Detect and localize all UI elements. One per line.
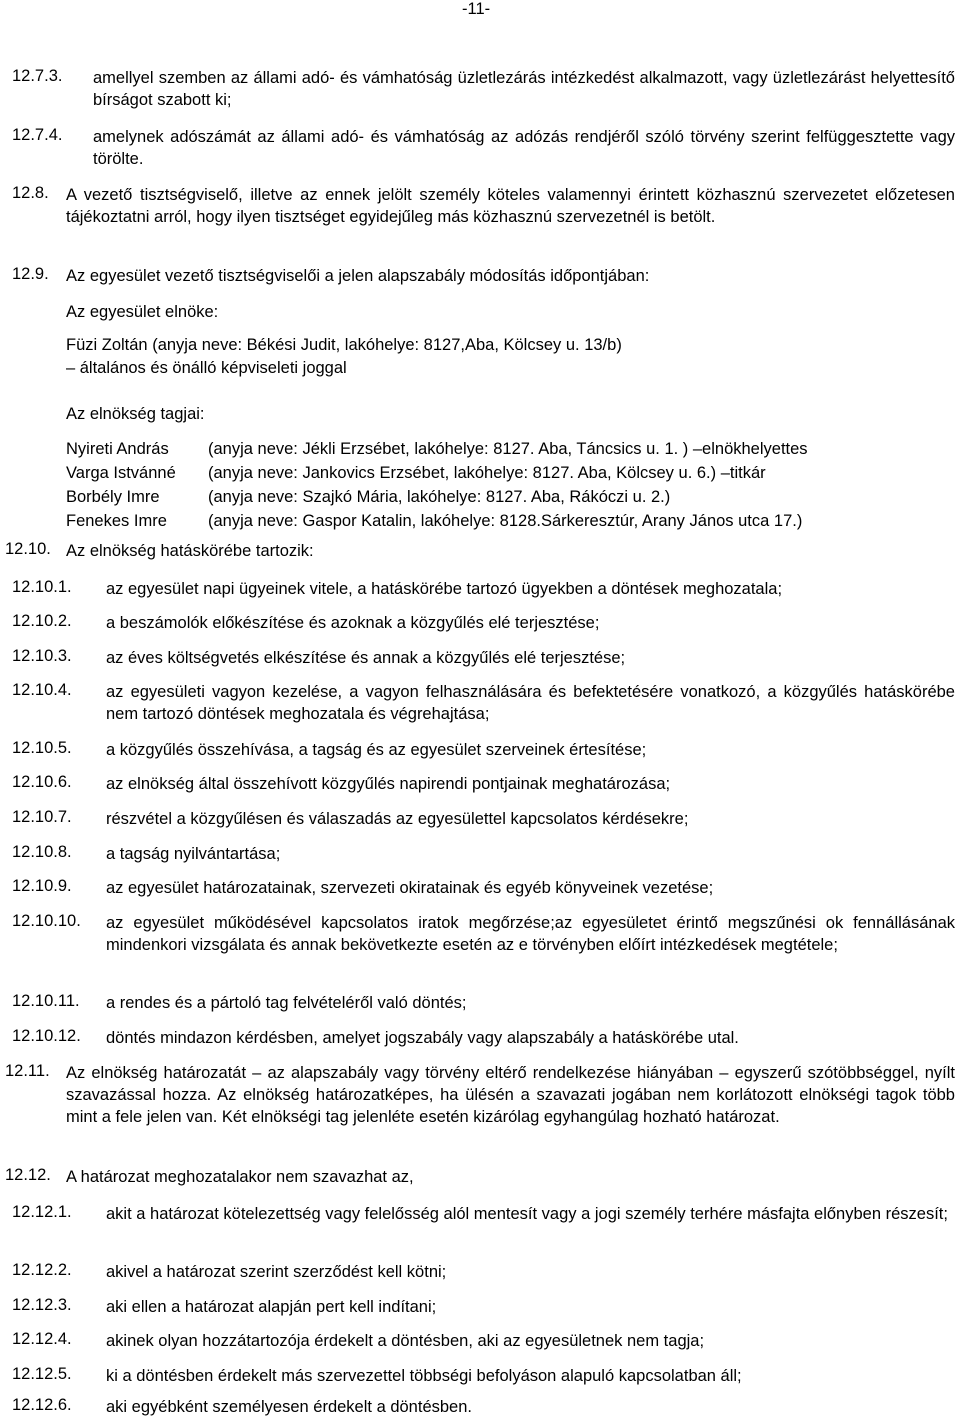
item-text: amelynek adószámát az állami adó- és vámhatóság az adózás rendjéről szóló törvény szerint felfüggesztette vagy törölte. bbox=[93, 128, 955, 168]
president-role: – általános és önálló képviseleti joggal bbox=[66, 359, 347, 377]
subitem-text: az egyesület határozatainak, szervezeti okiratainak és egyéb könyveinek vezetése; bbox=[106, 879, 714, 897]
subitem-number: 12.12.3. bbox=[12, 1296, 72, 1314]
subitem-number: 12.12.5. bbox=[12, 1365, 72, 1383]
subitem-number: 12.10.5. bbox=[12, 739, 72, 757]
subitem-text: a beszámolók előkészítése és azoknak a közgyűlés elé terjesztése; bbox=[106, 614, 600, 632]
item-text: Az egyesület vezető tisztségviselői a jelen alapszabály módosítás időpontjában: bbox=[66, 267, 650, 285]
subitem-number: 12.12.4. bbox=[12, 1330, 72, 1348]
president-line: Füzi Zoltán (anyja neve: Békési Judit, lakóhelye: 8127,Aba, Kölcsey u. 13/b) bbox=[66, 336, 622, 354]
item-number: 12.7.4. bbox=[12, 126, 63, 144]
subitem-text: aki egyébként személyesen érdekelt a döntésben. bbox=[106, 1398, 472, 1416]
member-name: Nyireti András bbox=[66, 440, 169, 458]
subitem-text: az egyesület működésével kapcsolatos iratok megőrzése;az egyesületet érintő megszűnési ok fennállásának mindenkori vizsgálata és annak bekövetkezte esetén az e törvényben előírt intézkedések megtétele; bbox=[106, 914, 955, 954]
subitem-text: a tagság nyilvántartása; bbox=[106, 845, 281, 863]
subitem-text: akit a határozat kötelezettség vagy felelősség alól mentesít vagy a jogi személy terhére másfajta előnyben részesít; bbox=[106, 1205, 948, 1223]
subitem-number: 12.10.12. bbox=[12, 1027, 81, 1045]
member-name: Varga Istvánné bbox=[66, 464, 176, 482]
board-heading: Az elnökség tagjai: bbox=[66, 405, 205, 423]
subitem-text: az egyesületi vagyon kezelése, a vagyon felhasználására és befektetésére vonatkozó, a közgyűlés hatáskörébe nem tartozó döntések meghozatala és végrehajtása; bbox=[106, 683, 955, 723]
subitem-text: ki a döntésben érdekelt más szervezettel többségi befolyáson alapuló kapcsolatban áll; bbox=[106, 1367, 742, 1385]
subitem-number: 12.10.8. bbox=[12, 843, 72, 861]
subitem-text: akivel a határozat szerint szerződést kell kötni; bbox=[106, 1263, 447, 1281]
subitem-text: aki ellen a határozat alapján pert kell indítani; bbox=[106, 1298, 437, 1316]
member-details: (anyja neve: Gaspor Katalin, lakóhelye: 8128.Sárkeresztúr, Arany János utca 17.) bbox=[208, 512, 803, 530]
subitem-number: 12.10.11. bbox=[12, 992, 80, 1010]
subitem-number: 12.10.1. bbox=[12, 578, 72, 596]
item-number: 12.9. bbox=[12, 265, 49, 283]
subitem-text: részvétel a közgyűlésen és válaszadás az egyesülettel kapcsolatos kérdésekre; bbox=[106, 810, 689, 828]
section-number: 12.12. bbox=[5, 1166, 51, 1184]
subitem-number: 12.10.6. bbox=[12, 773, 72, 791]
subitem-number: 12.10.3. bbox=[12, 647, 72, 665]
section-text: A határozat meghozatalakor nem szavazhat az, bbox=[66, 1168, 414, 1186]
member-name: Borbély Imre bbox=[66, 488, 160, 506]
board-member bbox=[66, 485, 670, 509]
member-details: (anyja neve: Jankovics Erzsébet, lakóhelye: 8127. Aba, Kölcsey u. 6.) –titkár bbox=[208, 464, 766, 482]
item-number: 12.8. bbox=[12, 184, 49, 202]
subitem-number: 12.12.1. bbox=[12, 1203, 72, 1221]
subitem-text: a közgyűlés összehívása, a tagság és az egyesület szerveinek értesítése; bbox=[106, 741, 647, 759]
item-text: amellyel szemben az állami adó- és vámhatóság üzletlezárás intézkedést alkalmazott, vagy üzletlezárást helyettesítő bírságot szabott ki; bbox=[93, 69, 955, 109]
subitem-text: akinek olyan hozzátartozója érdekelt a döntésben, aki az egyesületnek nem tagja; bbox=[106, 1332, 705, 1350]
subitem-number: 12.12.6. bbox=[12, 1396, 72, 1414]
subitem-number: 12.10.9. bbox=[12, 877, 72, 895]
section-number: 12.10. bbox=[5, 540, 51, 558]
section-text: Az elnökség határozatát – az alapszabály vagy törvény eltérő rendelkezése hiányában – egyszerű szótöbbséggel, nyílt szavazással hozza. Az elnökség határozatképes, ha ülésén a szavazati jogában nem korlátozott elnökségi tagok több mint a fele jelen van. Két elnökségi tag jelenléte esetén kizárólag egyhangúlag hozható határozat. bbox=[66, 1064, 955, 1126]
subitem-text: az elnökség által összehívott közgyűlés napirendi pontjainak meghatározása; bbox=[106, 775, 671, 793]
subitem-text: döntés mindazon kérdésben, amelyet jogszabály vagy alapszabály a hatáskörébe utal. bbox=[106, 1029, 739, 1047]
board-member bbox=[66, 437, 808, 461]
president-heading: Az egyesület elnöke: bbox=[66, 303, 219, 321]
subitem-number: 12.10.7. bbox=[12, 808, 72, 826]
item-text: A vezető tisztségviselő, illetve az ennek jelölt személy köteles valamennyi érintett közhasznú szervezetet előzetesen tájékoztatni arról, hogy ilyen tisztséget egyidejűleg más közhasznú szervezetnél is betölt. bbox=[66, 186, 955, 226]
section-number: 12.11. bbox=[5, 1062, 50, 1080]
board-member bbox=[66, 461, 766, 485]
subitem-number: 12.10.2. bbox=[12, 612, 72, 630]
subitem-number: 12.10.10. bbox=[12, 912, 81, 930]
subitem-number: 12.12.2. bbox=[12, 1261, 72, 1279]
member-name: Fenekes Imre bbox=[66, 512, 167, 530]
member-details: (anyja neve: Szajkó Mária, lakóhelye: 8127. Aba, Rákóczi u. 2.) bbox=[208, 488, 671, 506]
subitem-number: 12.10.4. bbox=[12, 681, 72, 699]
page-number: -11- bbox=[462, 0, 491, 18]
subitem-text: a rendes és a pártoló tag felvételéről való döntés; bbox=[106, 994, 467, 1012]
member-details: (anyja neve: Jékli Erzsébet, lakóhelye: 8127. Aba, Táncsics u. 1. ) –elnökhelyettes bbox=[208, 440, 808, 458]
subitem-text: az éves költségvetés elkészítése és annak a közgyűlés elé terjesztése; bbox=[106, 649, 626, 667]
section-text: Az elnökség hatáskörébe tartozik: bbox=[66, 542, 314, 560]
subitem-text: az egyesület napi ügyeinek vitele, a hatáskörébe tartozó ügyekben a döntések meghozatala; bbox=[106, 580, 783, 598]
item-number: 12.7.3. bbox=[12, 67, 63, 85]
board-member bbox=[66, 509, 802, 533]
